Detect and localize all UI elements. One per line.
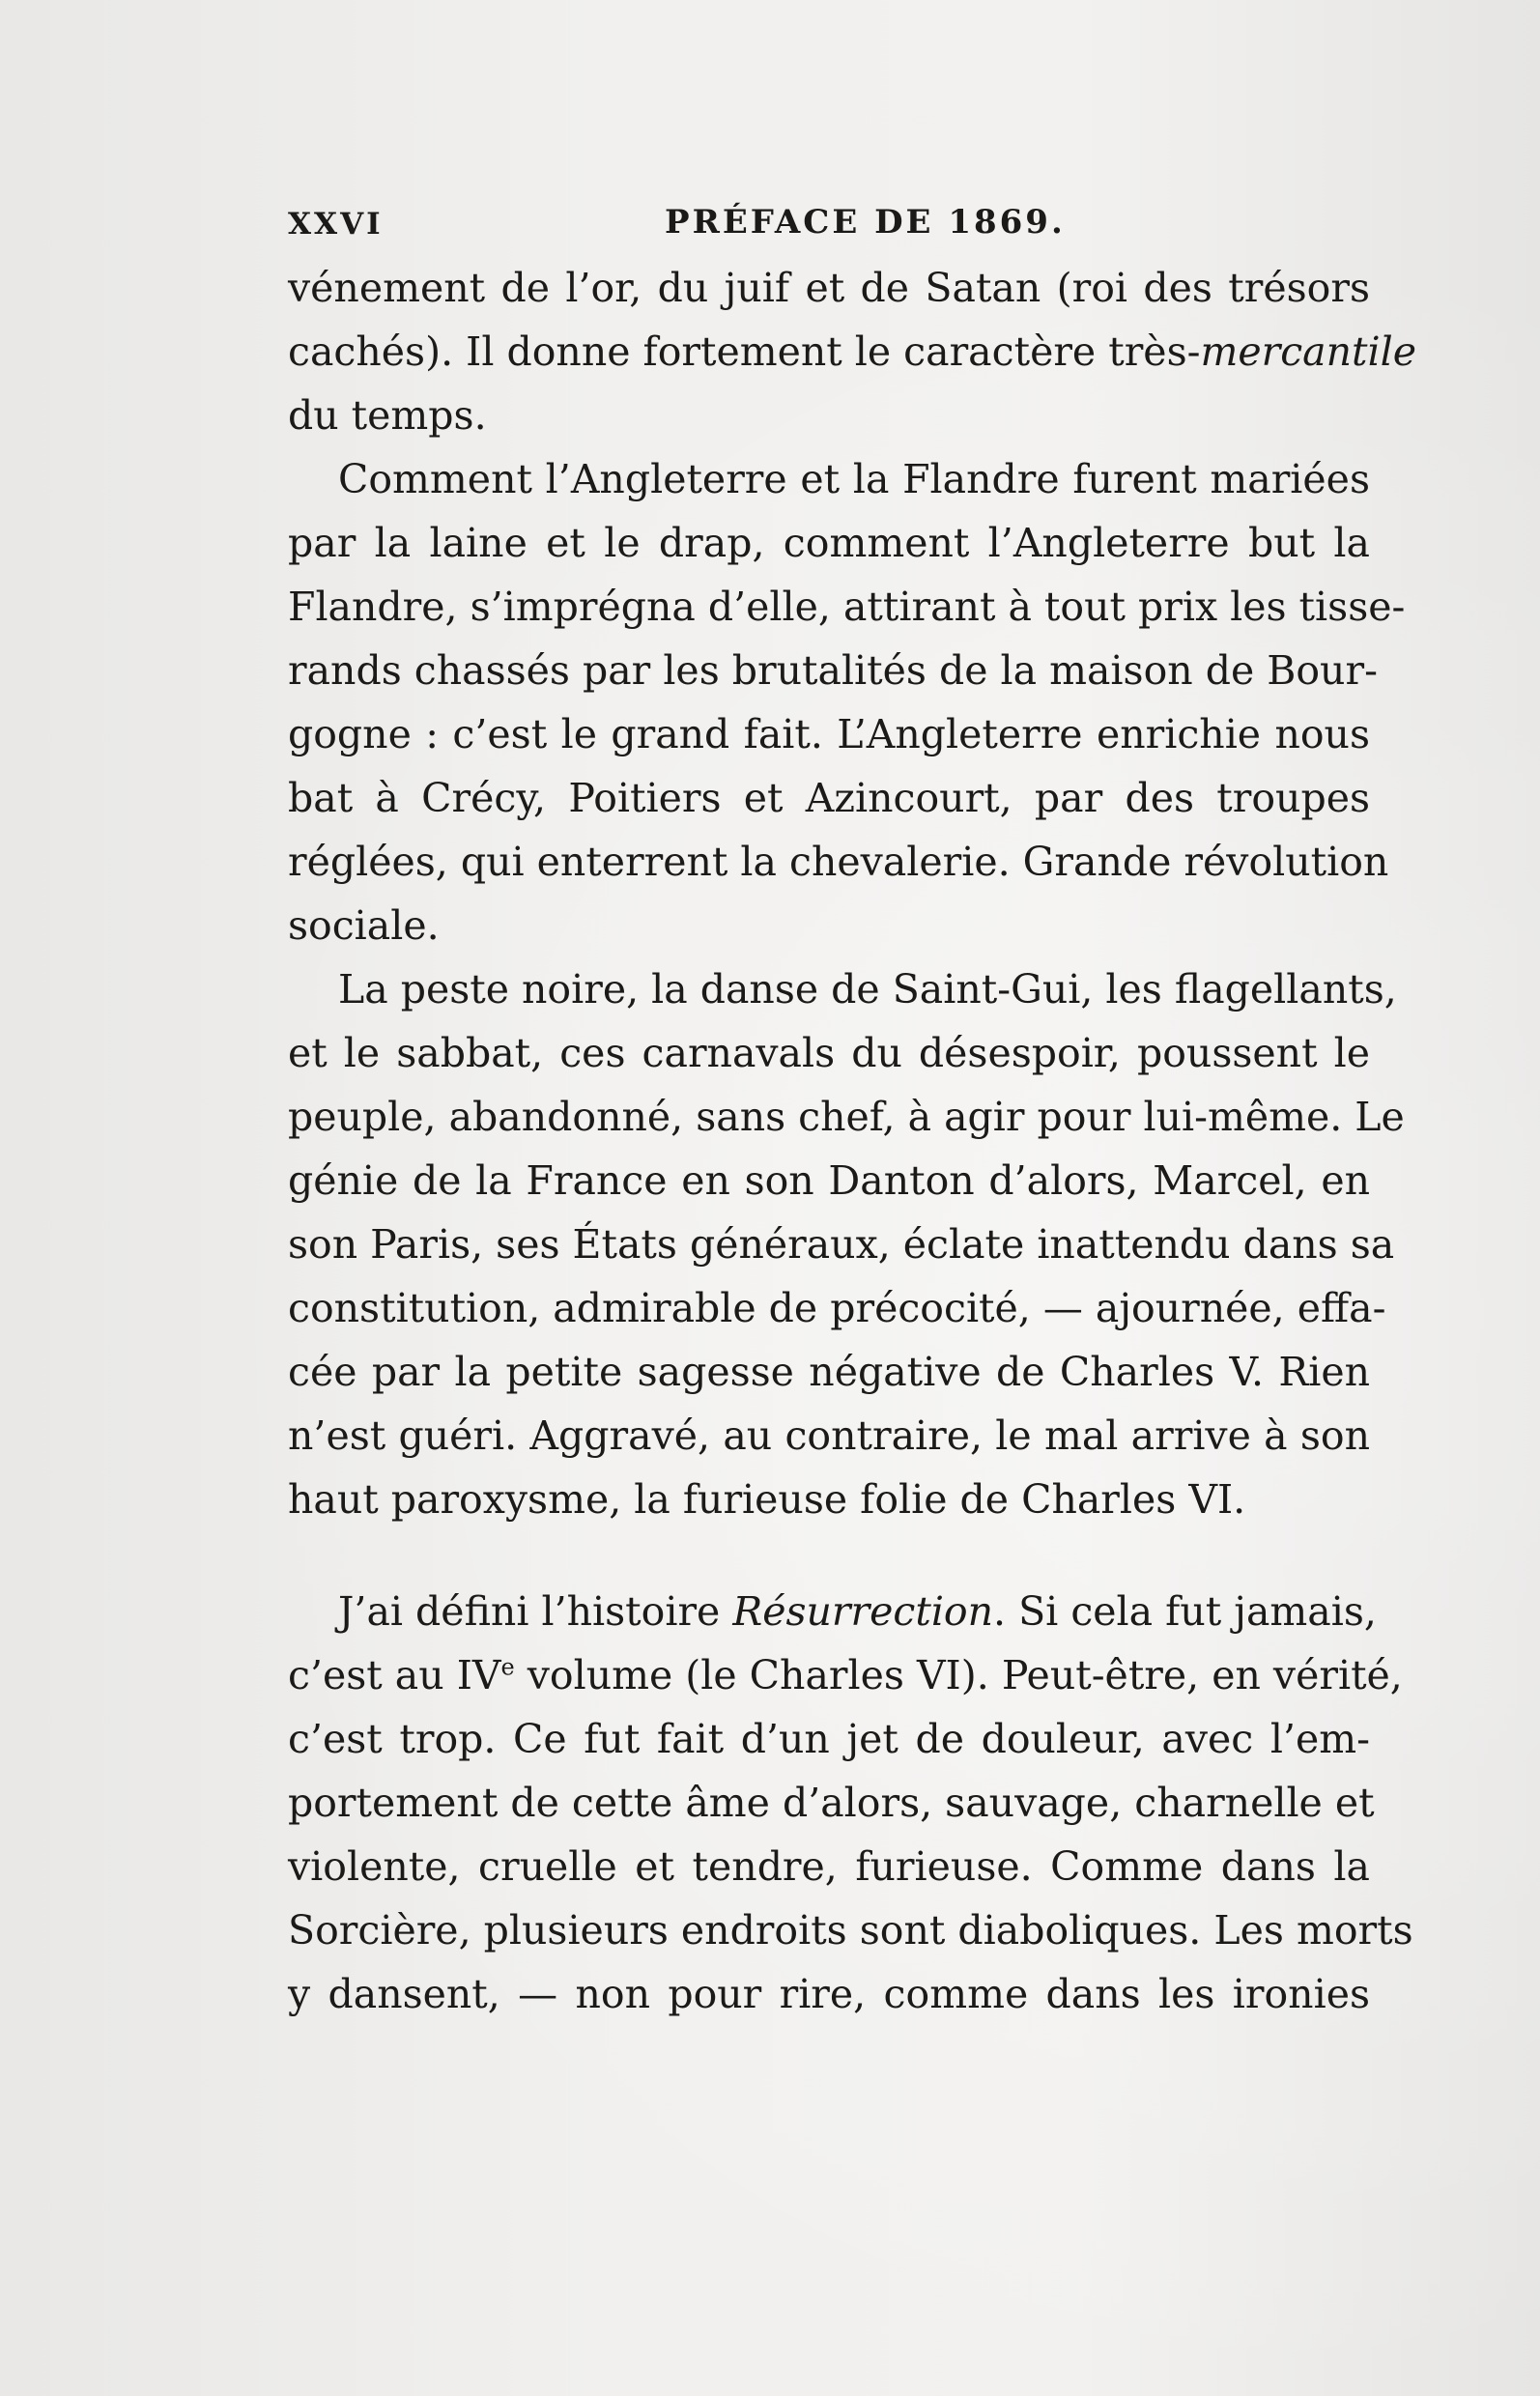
running-head [288, 201, 1066, 249]
paragraph-3 [288, 957, 1405, 1531]
paragraph-2 [288, 447, 1406, 957]
text-line: Comment l’Angleterre et la Flandre furent mariées [338, 456, 1370, 502]
text-line: réglées, qui enterrent la chevalerie. Grande révolution [288, 839, 1389, 885]
text-line: portement de cette âme d’alors, sauvage, charnelle et [288, 1780, 1375, 1826]
text-line: gogne : c’est le grand fait. L’Angleterre enrichie nous [288, 711, 1370, 757]
section-gap [288, 1531, 1370, 1580]
text-line [288, 320, 1416, 384]
text-line: vénement de l’or, du juif et de Satan (roi des trésors [288, 265, 1370, 311]
text-span: c’est au IV [288, 1652, 501, 1698]
italic-word: mercantile [1200, 328, 1416, 375]
text-line: y dansent, — non pour rire, comme dans les ironies [288, 1971, 1370, 2017]
text-line: du temps. [288, 392, 487, 439]
paragraph-1 [288, 256, 1416, 447]
text-line: Sorcière, plusieurs endroits sont diaboliques. Les morts [288, 1907, 1413, 1954]
text-span: . Si cela fut jamais, [993, 1588, 1377, 1635]
page-number: XXVI [288, 207, 384, 242]
paragraph-4 [288, 1580, 1413, 2026]
text-line: rands chassés par les brutalités de la maison de Bour- [288, 647, 1378, 694]
text-line: par la laine et le drap, comment l’Angleterre but la [288, 520, 1370, 566]
text-line: haut paroxysme, la furieuse folie de Charles VI. [288, 1476, 1246, 1523]
body-text [288, 256, 1416, 2026]
text-line: c’est trop. Ce fut fait d’un jet de douleur, avec l’em- [288, 1716, 1370, 1762]
superscript: e [500, 1653, 515, 1681]
text-line: génie de la France en son Danton d’alors, Marcel, en [288, 1157, 1370, 1204]
text-line [288, 1580, 1377, 1643]
text-line: n’est guéri. Aggravé, au contraire, le mal arrive à son [288, 1412, 1370, 1459]
text-line: Flandre, s’imprégna d’elle, attirant à tout prix les tisse- [288, 584, 1406, 630]
text-line: La peste noire, la danse de Saint-Gui, les flagellants, [338, 966, 1397, 1013]
text-line: peuple, abandonné, sans chef, à agir pour lui-même. Le [288, 1094, 1405, 1140]
running-title: PRÉFACE DE 1869. [665, 203, 1066, 242]
text-line: et le sabbat, ces carnavals du désespoir, poussent le [288, 1030, 1370, 1076]
text-span: cachés). Il donne fortement le caractère très- [288, 328, 1201, 375]
text-line: violente, cruelle et tendre, furieuse. Comme dans la [288, 1843, 1370, 1890]
text-line: cée par la petite sagesse négative de Charles V. Rien [288, 1349, 1370, 1395]
text-line: bat à Crécy, Poitiers et Azincourt, par des troupes [288, 775, 1370, 821]
text-line: constitution, admirable de précocité, — ajournée, effa- [288, 1285, 1386, 1331]
text-span: volume (le Charles VI). Peut-être, en vérité, [514, 1652, 1403, 1698]
text-line: son Paris, ses États généraux, éclate inattendu dans sa [288, 1221, 1395, 1268]
text-line [288, 1643, 1403, 1707]
text-span: J’ai défini l’histoire [338, 1588, 733, 1635]
italic-word: Résurrection [732, 1588, 994, 1635]
text-line: sociale. [288, 902, 440, 949]
